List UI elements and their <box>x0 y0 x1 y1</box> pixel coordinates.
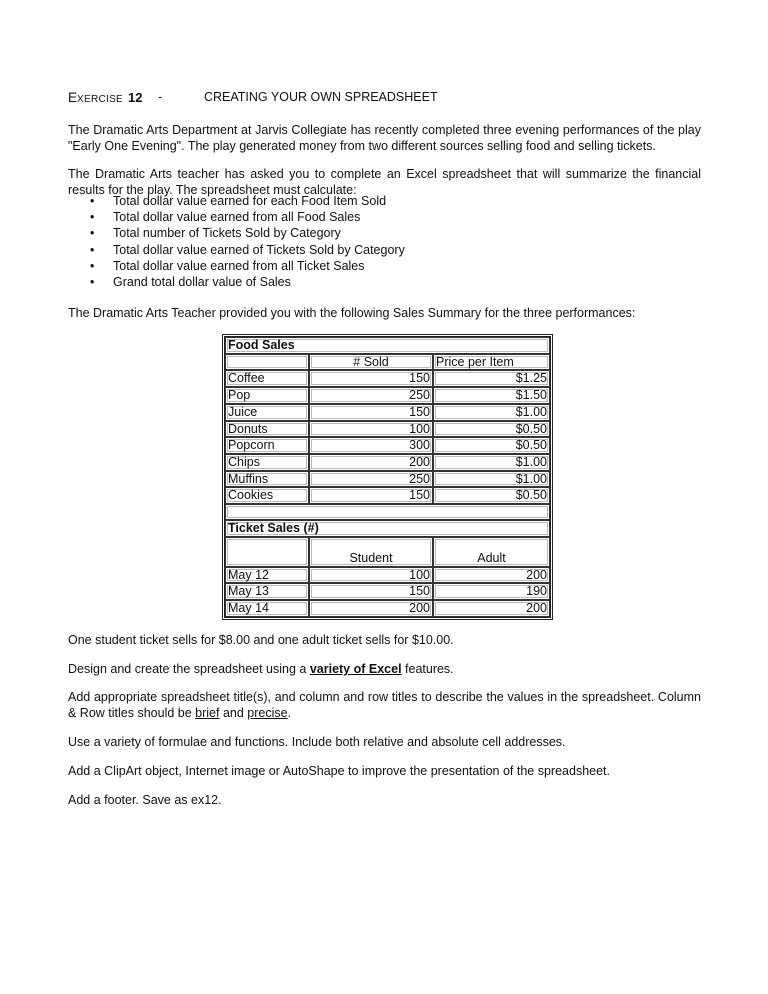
exercise-number: 12 <box>128 90 143 105</box>
food-sold: 250 <box>309 387 433 404</box>
design-text-before: Design and create the spreadsheet using a <box>68 662 310 676</box>
sales-summary-table <box>222 334 553 620</box>
food-price: $1.00 <box>433 404 550 421</box>
intro-paragraph: The Dramatic Arts Department at Jarvis Collegiate has recently completed three evening performances of the play "Early One Evening". The play generated money from two different sources selling food and selling tickets. <box>68 123 701 153</box>
food-price: $0.50 <box>433 421 550 438</box>
table-row <box>225 454 550 471</box>
formulae-paragraph: Use a variety of formulae and functions. Include both relative and absolute cell addresses. <box>68 735 566 749</box>
titles-underline-precise: precise <box>247 706 288 720</box>
table-row <box>225 520 550 537</box>
ticket-adult: 190 <box>433 583 550 600</box>
list-item <box>68 193 405 209</box>
food-sold: 150 <box>309 487 433 504</box>
food-sales-title: Food Sales <box>225 337 550 354</box>
food-item: Muffins <box>225 471 309 488</box>
design-emphasis: variety of Excel <box>309 662 402 676</box>
footer-paragraph: Add a footer. Save as ex12. <box>68 793 222 807</box>
list-item-text: Total dollar value earned for each Food Item Sold <box>113 194 387 208</box>
bullet-icon: • <box>90 226 95 241</box>
food-sold: 250 <box>309 471 433 488</box>
food-item: Juice <box>225 404 309 421</box>
table-row <box>225 354 550 371</box>
table-row <box>225 387 550 404</box>
food-sold: 200 <box>309 454 433 471</box>
food-sold: 300 <box>309 437 433 454</box>
ticket-student: 100 <box>309 567 433 584</box>
table-row <box>225 600 550 617</box>
list-item <box>68 225 405 241</box>
col-header-sold: # Sold <box>309 354 433 371</box>
table-row <box>225 583 550 600</box>
ticket-prices-paragraph: One student ticket sells for $8.00 and one adult ticket sells for $10.00. <box>68 633 454 647</box>
col-header-adult: Adult <box>433 537 550 567</box>
list-item-text: Total dollar value earned from all Food Sales <box>113 210 361 225</box>
design-text-after: features. <box>401 662 454 676</box>
table-row <box>225 421 550 438</box>
list-item-text: Grand total dollar value of Sales <box>113 275 291 290</box>
food-price: $0.50 <box>433 487 550 504</box>
heading-dash: - <box>158 90 163 104</box>
food-item: Chips <box>225 454 309 471</box>
ticket-date: May 13 <box>225 583 309 600</box>
list-item <box>68 274 405 290</box>
bullet-icon: • <box>90 258 95 273</box>
exercise-word-rest: XERCISE <box>77 94 124 105</box>
task-intro-paragraph: The Dramatic Arts teacher has asked you to complete an Excel spreadsheet that will summarize the financial results for the play. The spreadsheet must calculate: <box>68 167 701 197</box>
table-row <box>225 487 550 504</box>
list-item-text: Total dollar value earned of Tickets Sold by Category <box>113 242 405 257</box>
bullet-icon: • <box>90 242 95 257</box>
table-row <box>225 471 550 488</box>
list-item <box>68 242 405 258</box>
table-row <box>225 537 550 567</box>
titles-text-before: Add appropriate spreadsheet title(s), and column and row titles to describe the values in the spreadsheet. Column & Row titles should be <box>68 690 701 720</box>
food-price: $1.00 <box>433 471 550 488</box>
table-row <box>225 404 550 421</box>
table-cell <box>225 537 309 567</box>
summary-intro-paragraph: The Dramatic Arts Teacher provided you with the following Sales Summary for the three performances: <box>68 306 636 320</box>
list-item <box>68 209 405 225</box>
bullet-icon: • <box>90 194 95 208</box>
food-price: $1.00 <box>433 454 550 471</box>
bullet-icon: • <box>90 210 95 225</box>
food-price: $1.50 <box>433 387 550 404</box>
food-item: Popcorn <box>225 437 309 454</box>
ticket-date: May 12 <box>225 567 309 584</box>
titles-paragraph <box>68 689 701 721</box>
table-row <box>225 437 550 454</box>
list-item <box>68 258 405 274</box>
food-sold: 150 <box>309 370 433 387</box>
food-item: Pop <box>225 387 309 404</box>
col-header-price: Price per Item <box>433 354 550 371</box>
bullet-icon: • <box>90 275 95 290</box>
food-item: Donuts <box>225 421 309 438</box>
food-item: Cookies <box>225 487 309 504</box>
design-paragraph <box>68 661 454 677</box>
food-item: Coffee <box>225 370 309 387</box>
food-sold: 100 <box>309 421 433 438</box>
blank-separator-row <box>225 504 550 520</box>
ticket-adult: 200 <box>433 567 550 584</box>
titles-underline-brief: brief <box>195 706 220 720</box>
exercise-word-initial: E <box>68 90 78 105</box>
requirements-list <box>68 193 405 290</box>
ticket-sales-title: Ticket Sales (#) <box>225 520 550 537</box>
clipart-paragraph: Add a ClipArt object, Internet image or AutoShape to improve the presentation of the spreadsheet. <box>68 764 610 778</box>
ticket-date: May 14 <box>225 600 309 617</box>
exercise-heading <box>68 90 438 105</box>
list-item-text: Total dollar value earned from all Ticket Sales <box>113 258 365 273</box>
col-header-student: Student <box>309 537 433 567</box>
table-row <box>225 567 550 584</box>
food-price: $0.50 <box>433 437 550 454</box>
table-cell <box>225 354 309 371</box>
table-row <box>225 370 550 387</box>
food-price: $1.25 <box>433 370 550 387</box>
ticket-student: 200 <box>309 600 433 617</box>
food-sold: 150 <box>309 404 433 421</box>
ticket-adult: 200 <box>433 600 550 617</box>
exercise-title: CREATING YOUR OWN SPREADSHEET <box>204 90 438 104</box>
titles-text-after: . <box>287 706 292 720</box>
table-row <box>225 504 550 520</box>
titles-text-mid: and <box>219 706 248 720</box>
table-row <box>225 337 550 354</box>
list-item-text: Total number of Tickets Sold by Category <box>113 226 341 241</box>
ticket-student: 150 <box>309 583 433 600</box>
